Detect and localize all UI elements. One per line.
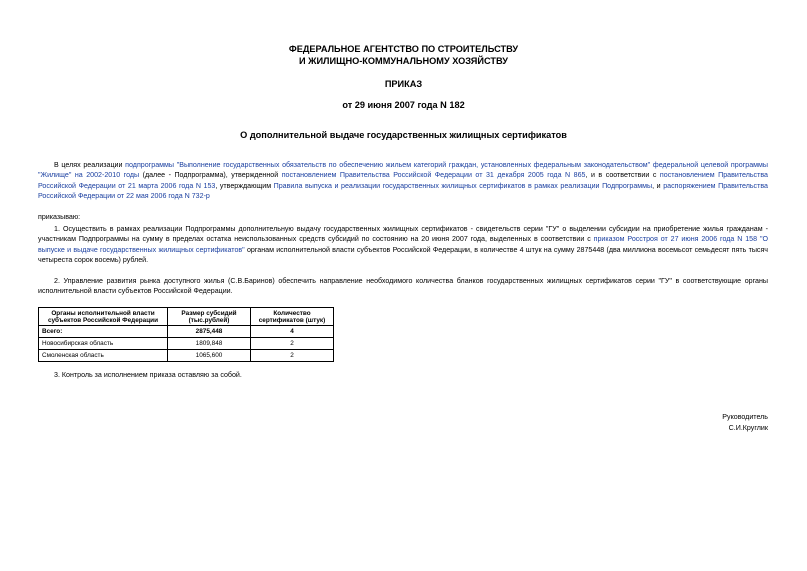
point-3: 3. Контроль за исполнением приказа оставляю за собой. [54, 371, 242, 379]
subsidy-table [38, 307, 334, 362]
table-row [39, 326, 334, 338]
point-2: 2. Управление развития рынка доступного жилья (С.В.Баринов) обеспечить направление необходимого количества бланков государственных жилищных сертификатов серии "ГУ" в соответствующие органы исполнительной власти субъектов Российской Федерации. [38, 277, 768, 296]
signature-name: С.И.Круглик [728, 424, 768, 432]
table-row [39, 350, 334, 362]
preamble-paragraph: В целях реализации подпрограммы "Выполнение государственных обязательств по обеспечению жильем категорий граждан, установленных федеральным законодательством" федеральной целевой программы "Жилище" на 2002-2010 годы (далее - Подпрограмма), утвержденной постановлением Правительства Российской Федерации от 31 декабря 2005 года N 865, и в соответствии с постановлением Правительства Российской Федерации от 21 марта 2006 года N 153, утверждающим Правила выпуска и реализации государственных жилищных сертификатов в рамках реализации Подпрограммы, и распоряжением Правительства Российской Федерации от 22 мая 2006 года N 732-р [38, 161, 768, 201]
agency-name-line1: ФЕДЕРАЛЬНОЕ АГЕНТСТВО ПО СТРОИТЕЛЬСТВУ [288, 44, 519, 54]
table-header-cell: Размер субсидий (тыс.рублей) [168, 308, 251, 326]
point-1: 1. Осуществить в рамках реализации Подпрограммы дополнительную выдачу государственных жилищных сертификатов - свидетельств серии "ГУ" о выделении субсидии на приобретение жилья гражданам - участникам Подпрограммы на сумму в пределах остатка неиспользованных средств субсидий по состоянию на 20 июня 2007 года, выделенных в соответствии с приказом Росстроя от 27 июня 2006 года N 158 "О выпуске и выдаче государственных жилищных сертификатов" органам исполнительной власти субъектов Российской Федерации, в количестве 4 штук на сумму 2875448 (два миллиона восемьсот семьдесят пять тысяч четыреста сорок восемь) рублей. [38, 225, 768, 265]
link-resolution-865[interactable]: постановлением Правительства Российской Федерации от 31 декабря 2005 года N 865 [281, 171, 586, 180]
agency-name-line2: И ЖИЛИЩНО-КОММУНАЛЬНОМУ ХОЗЯЙСТВУ [298, 56, 508, 66]
table-cell-region: Смоленская область [39, 350, 168, 362]
table-row [39, 338, 334, 350]
table-header-cell: Количество сертификатов (штук) [251, 308, 334, 326]
signature-position: Руководитель [722, 413, 768, 421]
link-order-732r[interactable]: распоряжением Правительства Российской Федерации от 22 мая 2006 года N 732-р [38, 181, 768, 201]
document-date: от 29 июня 2007 года N 182 [342, 100, 465, 110]
order-word: приказываю: [38, 213, 81, 221]
table-cell-region: Всего: [39, 326, 168, 338]
table-header-row [39, 308, 334, 326]
table-cell-amount: 1809,848 [168, 338, 251, 350]
link-rosstroy-158[interactable]: приказом Росстроя от 27 июня 2006 года N 158 "О выпуске и выдаче государственных жилищных сертификатов" [38, 235, 768, 254]
link-subprogram[interactable]: подпрограммы "Выполнение государственных обязательств по обеспечению жильем категорий граждан, установленных федеральным законодательством" федеральной целевой программы "Жилище" на 2002-2010 годы [38, 161, 768, 180]
document-type: ПРИКАЗ [384, 79, 423, 89]
table-cell-count: 4 [251, 326, 334, 338]
link-resolution-153[interactable]: постановлением Правительства Российской Федерации от 21 марта 2006 года N 153 [38, 171, 768, 190]
table-cell-count: 2 [251, 338, 334, 350]
table-cell-region: Новосибирская область [39, 338, 168, 350]
document-title: О дополнительной выдаче государственных жилищных сертификатов [240, 130, 567, 140]
table-cell-amount: 1065,600 [168, 350, 251, 362]
table-cell-count: 2 [251, 350, 334, 362]
link-rules[interactable]: Правила выпуска и реализации государственных жилищных сертификатов в рамках реализации Подпрограммы [273, 181, 653, 190]
table-cell-amount: 2875,448 [168, 326, 251, 338]
table-header-cell: Органы исполнительной власти субъектов Российской Федерации [39, 308, 168, 326]
